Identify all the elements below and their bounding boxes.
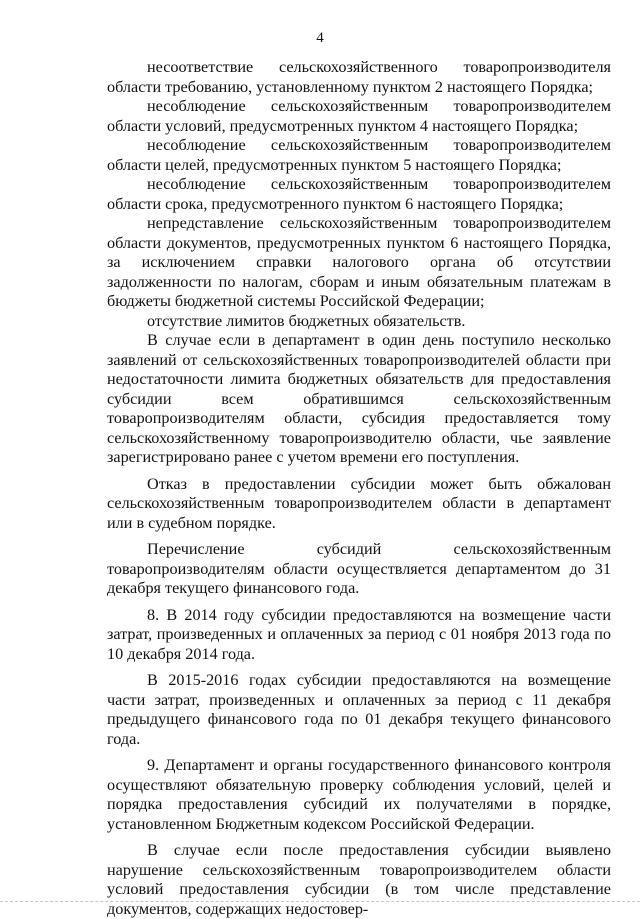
paragraph-2015-2016: В 2015-2016 годах субсидии предоставляются на возмещение части затрат, произведенных и оплаченных за период с 11 декабря предыдущего финансового года по 01 декабря текущего финансового года. [107, 671, 611, 748]
page-number: 4 [316, 30, 324, 46]
scan-edge-divider [0, 901, 640, 903]
paragraph-refusal-reason-1: несоответствие сельскохозяйственного товаропроизводителя области требованию, установленному пунктом 2 настоящего Порядка; [107, 58, 611, 96]
paragraph-appeal: Отказ в предоставлении субсидии может быть обжалован сельскохозяйственным товаропроизводителем области в департамент или в судебном порядке. [107, 474, 611, 532]
paragraph-refusal-reason-4: несоблюдение сельскохозяйственным товаропроизводителем области срока, предусмотренного пунктом 6 настоящего Порядка; [107, 175, 611, 213]
paragraph-item-8: 8. В 2014 году субсидии предоставляются на возмещение части затрат, произведенных и оплаченных за период с 01 ноября 2013 года по 10 декабря 2014 года. [107, 605, 611, 663]
paragraph-refusal-reason-2: несоблюдение сельскохозяйственным товаропроизводителем области условий, предусмотренных пунктом 4 настоящего Порядка; [107, 97, 611, 135]
paragraph-refusal-reason-3: несоблюдение сельскохозяйственным товаропроизводителем области целей, предусмотренных пунктом 5 настоящего Порядка; [107, 136, 611, 174]
paragraph-item-9: 9. Департамент и органы государственного финансового контроля осуществляют обязательную проверку соблюдения условий, целей и порядка предоставления субсидий их получателями в порядке, установленном Бюджетным кодексом Российской Федерации. [107, 756, 611, 833]
paragraph-refusal-reason-6: отсутствие лимитов бюджетных обязательств. [147, 311, 466, 330]
document-body [107, 58, 611, 919]
paragraph-transfer: Перечисление субсидий сельскохозяйственным товаропроизводителям области осуществляется департаментом до 31 декабря текущего финансового года. [107, 540, 611, 597]
paragraph-violation: В случае если после предоставления субсидии выявлено нарушение сельскохозяйственным товаропроизводителем области условий предоставления субсидии (в том числе представление документов, содержащих недостовер- [107, 841, 611, 918]
paragraph-refusal-reason-5: непредставление сельскохозяйственным товаропроизводителем области документов, предусмотренных пунктом 6 настоящего Порядка, за исключением справки налогового органа об отсутствии задолженности по налогам, сборам и иным обязательным платежам в бюджеты бюджетной системы Российской Федерации; [107, 214, 611, 310]
paragraph-multiple-applications: В случае если в департамент в один день поступило несколько заявлений от сельскохозяйственных товаропроизводителей области при недостаточности лимита бюджетных обязательств для предоставления субсидии всем обратившимся сельскохозяйственным товаропроизводителям области, субсидия предоставляется тому сельскохозяйственному товаропроизводителю области, чье заявление зарегистрировано ранее с учетом времени его поступления. [107, 331, 611, 466]
